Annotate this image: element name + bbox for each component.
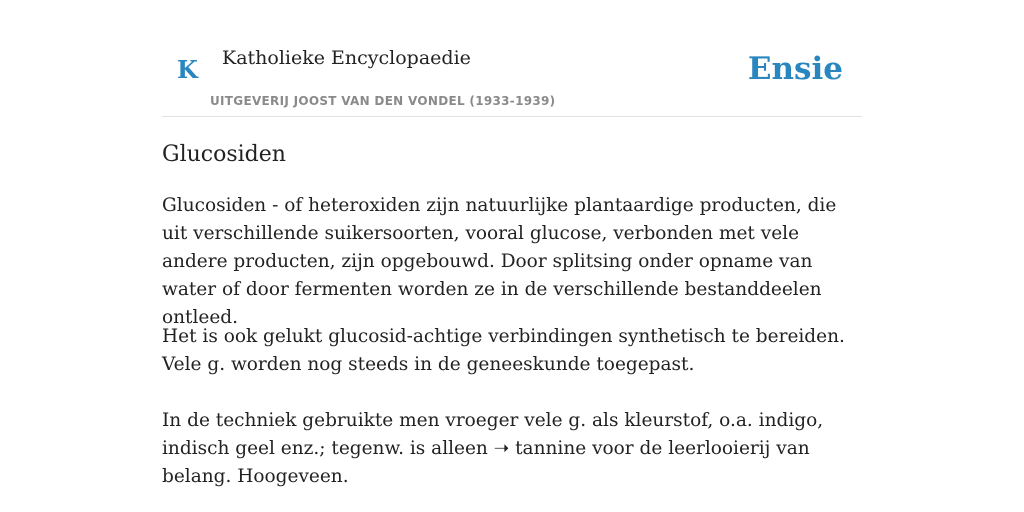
article-title: Glucosiden	[162, 142, 286, 167]
site-logo[interactable]: K	[177, 55, 198, 84]
paragraph-text: In de techniek gebruikte men vroeger vele g. als kleurstof, o.a. indigo, indisch geel enz.; tegenw. is alleen	[162, 410, 824, 459]
page	[162, 0, 862, 487]
site-title[interactable]: Katholieke Encyclopaedie	[222, 47, 471, 69]
link-arrow-icon: ➝	[493, 438, 510, 459]
site-header	[162, 0, 862, 117]
article-paragraph-3	[162, 407, 862, 491]
paragraph-text: voor de leerlooierij van belang. Hoogeveen.	[162, 438, 810, 487]
ensie-brand-link[interactable]: Ensie	[747, 51, 843, 87]
article-paragraph-1: Glucosiden - of heteroxiden zijn natuurlijke plantaardige producten, die uit verschillende suikersoorten, vooral glucose, verbonden met vele andere producten, zijn opgebouwd. Door splitsing onder opname van water of door fermenten worden ze in de verschillende bestanddeelen ontleed.	[162, 195, 837, 328]
article-paragraph-2: Het is ook gelukt glucosid-achtige verbindingen synthetisch te bereiden. Vele g. worden nog steeds in de geneeskunde toegepast.	[162, 326, 845, 375]
tannine-link[interactable]: tannine	[509, 438, 587, 459]
publisher-label: UITGEVERIJ JOOST VAN DEN VONDEL (1933-1939)	[210, 94, 556, 108]
